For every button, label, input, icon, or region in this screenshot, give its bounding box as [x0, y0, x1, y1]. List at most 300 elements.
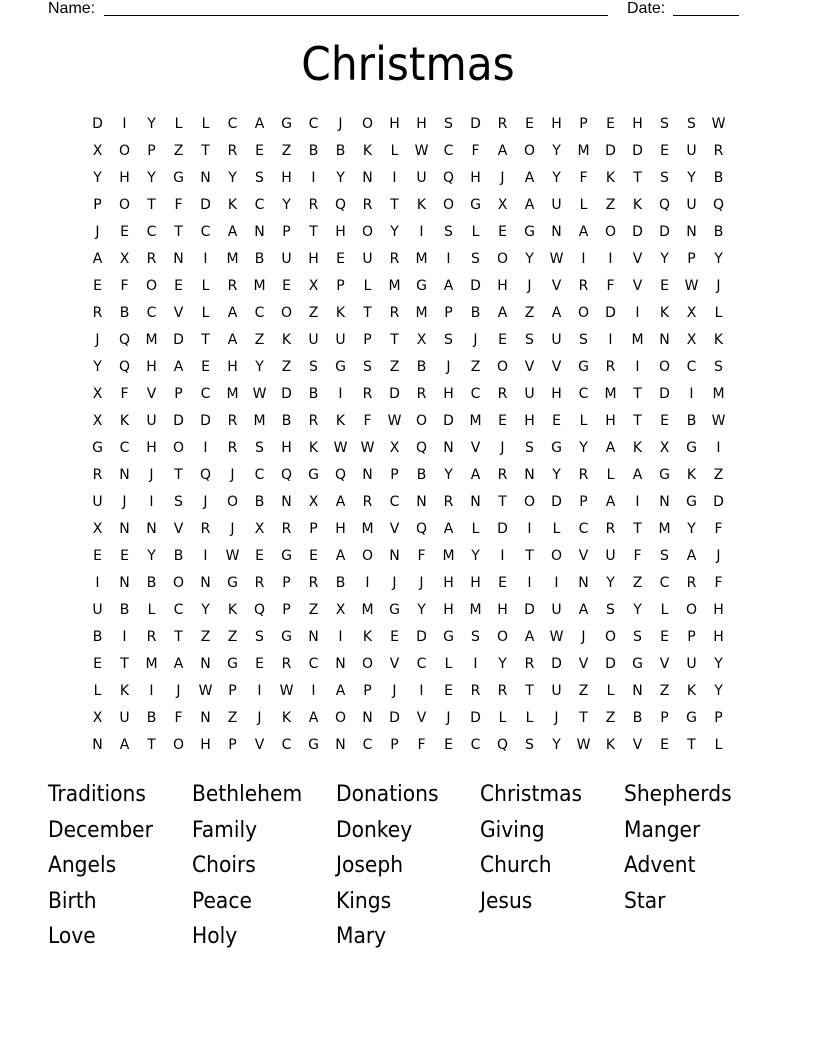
grid-letter[interactable]: A [551, 305, 562, 321]
grid-letter[interactable]: L [471, 521, 480, 537]
grid-letter[interactable]: A [227, 332, 238, 348]
grid-letter[interactable]: M [469, 602, 482, 618]
grid-letter[interactable]: C [470, 737, 481, 753]
grid-letter[interactable]: M [388, 278, 401, 294]
grid-letter[interactable]: C [281, 737, 292, 753]
grid-letter[interactable]: V [659, 656, 670, 672]
grid-letter[interactable]: Y [606, 575, 615, 591]
grid-letter[interactable]: O [658, 359, 671, 375]
grid-letter[interactable]: H [632, 116, 643, 132]
grid-letter[interactable]: C [119, 440, 130, 456]
grid-letter[interactable]: N [443, 440, 454, 456]
grid-letter[interactable]: I [635, 494, 640, 510]
grid-letter[interactable]: D [92, 116, 103, 132]
grid-letter[interactable]: X [389, 440, 400, 456]
grid-letter[interactable]: R [497, 116, 508, 132]
grid-letter[interactable]: K [335, 413, 346, 429]
grid-letter[interactable]: U [551, 683, 562, 699]
grid-letter[interactable]: R [686, 575, 697, 591]
grid-letter[interactable]: Y [714, 683, 723, 699]
grid-letter[interactable]: D [173, 332, 184, 348]
grid-letter[interactable]: K [281, 710, 292, 726]
grid-letter[interactable]: J [500, 440, 505, 456]
grid-letter[interactable]: B [470, 305, 481, 321]
grid-letter[interactable]: A [632, 467, 643, 483]
grid-letter[interactable]: D [524, 602, 535, 618]
grid-letter[interactable]: Y [228, 170, 237, 186]
grid-letter[interactable]: V [470, 440, 481, 456]
grid-letter[interactable]: A [578, 224, 589, 240]
grid-letter[interactable]: W [414, 143, 429, 159]
grid-letter[interactable]: C [173, 602, 184, 618]
grid-letter[interactable]: B [254, 494, 265, 510]
grid-letter[interactable]: C [200, 224, 211, 240]
grid-letter[interactable]: G [632, 656, 643, 672]
grid-letter[interactable]: M [145, 332, 158, 348]
grid-letter[interactable]: M [226, 386, 239, 402]
grid-letter[interactable]: F [579, 170, 588, 186]
grid-letter[interactable]: F [606, 278, 615, 294]
grid-letter[interactable]: N [92, 737, 103, 753]
grid-letter[interactable]: M [253, 413, 266, 429]
grid-letter[interactable]: T [174, 224, 183, 240]
grid-letter[interactable]: R [227, 413, 238, 429]
grid-letter[interactable]: T [363, 305, 372, 321]
grid-letter[interactable]: O [496, 359, 509, 375]
grid-letter[interactable]: K [416, 197, 427, 213]
grid-letter[interactable]: N [416, 494, 427, 510]
grid-letter[interactable]: H [200, 737, 211, 753]
grid-letter[interactable]: T [390, 197, 399, 213]
grid-letter[interactable]: R [497, 683, 508, 699]
grid-letter[interactable]: Q [280, 467, 293, 483]
grid-letter[interactable]: E [552, 413, 561, 429]
grid-letter[interactable]: I [311, 683, 316, 699]
grid-letter[interactable]: E [660, 629, 669, 645]
grid-letter[interactable]: B [119, 602, 130, 618]
grid-letter[interactable]: V [551, 359, 562, 375]
grid-letter[interactable]: N [200, 656, 211, 672]
grid-letter[interactable]: P [228, 737, 237, 753]
grid-letter[interactable]: T [147, 737, 156, 753]
grid-letter[interactable]: V [578, 656, 589, 672]
grid-letter[interactable]: I [608, 332, 613, 348]
grid-letter[interactable]: K [632, 197, 643, 213]
grid-letter[interactable]: Y [93, 359, 102, 375]
grid-letter[interactable]: Y [552, 170, 561, 186]
grid-letter[interactable]: X [497, 197, 508, 213]
grid-letter[interactable]: H [308, 251, 319, 267]
grid-letter[interactable]: G [308, 737, 319, 753]
grid-letter[interactable]: T [174, 629, 183, 645]
grid-letter[interactable]: G [524, 224, 535, 240]
grid-letter[interactable]: I [203, 440, 208, 456]
grid-letter[interactable]: V [632, 251, 643, 267]
grid-letter[interactable]: Z [524, 305, 535, 321]
grid-letter[interactable]: Y [444, 467, 453, 483]
grid-letter[interactable]: H [551, 116, 562, 132]
grid-letter[interactable]: W [711, 413, 726, 429]
grid-letter[interactable]: B [146, 575, 157, 591]
grid-letter[interactable]: A [173, 656, 184, 672]
grid-letter[interactable]: F [417, 548, 426, 564]
grid-letter[interactable]: Y [282, 197, 291, 213]
grid-letter[interactable]: I [338, 386, 343, 402]
grid-letter[interactable]: N [146, 521, 157, 537]
grid-letter[interactable]: P [579, 116, 588, 132]
grid-letter[interactable]: B [686, 413, 697, 429]
grid-letter[interactable]: G [659, 467, 670, 483]
grid-letter[interactable]: V [551, 278, 562, 294]
grid-letter[interactable]: Y [687, 170, 696, 186]
grid-letter[interactable]: N [632, 683, 643, 699]
grid-letter[interactable]: K [227, 602, 238, 618]
grid-letter[interactable]: S [660, 116, 669, 132]
grid-letter[interactable]: S [444, 224, 453, 240]
grid-letter[interactable]: I [419, 224, 424, 240]
grid-letter[interactable]: I [554, 575, 559, 591]
grid-letter[interactable]: E [255, 656, 264, 672]
grid-letter[interactable]: H [551, 386, 562, 402]
grid-letter[interactable]: D [605, 305, 616, 321]
grid-letter[interactable]: M [226, 251, 239, 267]
grid-letter[interactable]: O [550, 548, 563, 564]
grid-letter[interactable]: C [578, 521, 589, 537]
grid-letter[interactable]: V [632, 737, 643, 753]
grid-letter[interactable]: R [308, 197, 319, 213]
grid-letter[interactable]: Y [255, 359, 264, 375]
grid-letter[interactable]: I [257, 683, 262, 699]
grid-letter[interactable]: N [335, 737, 346, 753]
grid-letter[interactable]: A [524, 629, 535, 645]
grid-letter[interactable]: O [361, 116, 374, 132]
grid-letter[interactable]: N [335, 656, 346, 672]
grid-letter[interactable]: O [415, 413, 428, 429]
grid-letter[interactable]: E [93, 548, 102, 564]
grid-letter[interactable]: A [335, 548, 346, 564]
grid-letter[interactable]: E [660, 278, 669, 294]
grid-letter[interactable]: B [416, 359, 427, 375]
grid-letter[interactable]: D [713, 494, 724, 510]
date-field-line[interactable] [673, 15, 739, 16]
grid-letter[interactable]: P [660, 710, 669, 726]
grid-letter[interactable]: K [632, 440, 643, 456]
grid-letter[interactable]: E [660, 143, 669, 159]
grid-letter[interactable]: D [551, 656, 562, 672]
grid-letter[interactable]: Z [227, 710, 238, 726]
grid-letter[interactable]: Y [147, 116, 156, 132]
grid-letter[interactable]: O [577, 305, 590, 321]
grid-letter[interactable]: J [230, 521, 235, 537]
grid-letter[interactable]: C [470, 386, 481, 402]
grid-letter[interactable]: C [254, 305, 265, 321]
grid-letter[interactable]: F [174, 710, 183, 726]
grid-letter[interactable]: H [416, 116, 427, 132]
grid-letter[interactable]: J [554, 710, 559, 726]
grid-letter[interactable]: C [362, 737, 373, 753]
grid-letter[interactable]: N [362, 467, 373, 483]
grid-letter[interactable]: S [255, 440, 264, 456]
grid-letter[interactable]: Z [254, 332, 265, 348]
grid-letter[interactable]: R [497, 467, 508, 483]
grid-letter[interactable]: B [254, 251, 265, 267]
grid-letter[interactable]: Y [147, 548, 156, 564]
grid-letter[interactable]: E [120, 548, 129, 564]
grid-letter[interactable]: N [659, 332, 670, 348]
grid-letter[interactable]: F [363, 413, 372, 429]
grid-letter[interactable]: A [254, 116, 265, 132]
grid-letter[interactable]: E [120, 224, 129, 240]
grid-letter[interactable]: J [716, 548, 721, 564]
grid-letter[interactable]: T [201, 143, 210, 159]
grid-letter[interactable]: A [686, 548, 697, 564]
grid-letter[interactable]: J [473, 332, 478, 348]
grid-letter[interactable]: C [254, 197, 265, 213]
grid-letter[interactable]: V [632, 278, 643, 294]
grid-letter[interactable]: W [576, 737, 591, 753]
grid-letter[interactable]: K [308, 440, 319, 456]
grid-letter[interactable]: R [227, 278, 238, 294]
grid-letter[interactable]: G [227, 575, 238, 591]
grid-letter[interactable]: I [149, 494, 154, 510]
grid-letter[interactable]: E [606, 116, 615, 132]
grid-letter[interactable]: A [335, 683, 346, 699]
grid-letter[interactable]: E [525, 116, 534, 132]
grid-letter[interactable]: B [119, 305, 130, 321]
grid-letter[interactable]: A [92, 251, 103, 267]
grid-letter[interactable]: P [228, 683, 237, 699]
grid-letter[interactable]: J [419, 575, 424, 591]
grid-letter[interactable]: Y [201, 602, 210, 618]
grid-letter[interactable]: A [605, 440, 616, 456]
grid-letter[interactable]: Y [552, 143, 561, 159]
grid-letter[interactable]: J [500, 170, 505, 186]
grid-letter[interactable]: P [93, 197, 102, 213]
grid-letter[interactable]: Z [200, 629, 211, 645]
grid-letter[interactable]: Q [415, 440, 428, 456]
grid-letter[interactable]: C [227, 116, 238, 132]
grid-letter[interactable]: R [200, 521, 211, 537]
grid-letter[interactable]: W [387, 413, 402, 429]
grid-letter[interactable]: I [716, 440, 721, 456]
grid-letter[interactable]: B [713, 224, 724, 240]
grid-letter[interactable]: R [443, 494, 454, 510]
name-field-line[interactable] [104, 15, 608, 16]
grid-letter[interactable]: Q [442, 170, 455, 186]
grid-letter[interactable]: L [147, 602, 156, 618]
grid-letter[interactable]: X [686, 332, 697, 348]
grid-letter[interactable]: L [714, 737, 723, 753]
grid-letter[interactable]: T [633, 170, 642, 186]
grid-letter[interactable]: B [632, 710, 643, 726]
grid-letter[interactable]: L [606, 683, 615, 699]
grid-letter[interactable]: I [392, 170, 397, 186]
grid-letter[interactable]: D [659, 224, 670, 240]
grid-letter[interactable]: N [659, 494, 670, 510]
grid-letter[interactable]: W [549, 629, 564, 645]
grid-letter[interactable]: I [203, 251, 208, 267]
grid-letter[interactable]: P [147, 143, 156, 159]
grid-letter[interactable]: U [92, 494, 103, 510]
grid-letter[interactable]: Z [281, 143, 292, 159]
grid-letter[interactable]: J [95, 332, 100, 348]
grid-letter[interactable]: E [498, 413, 507, 429]
grid-letter[interactable]: O [361, 548, 374, 564]
grid-letter[interactable]: L [201, 305, 210, 321]
grid-letter[interactable]: B [281, 413, 292, 429]
grid-letter[interactable]: N [173, 251, 184, 267]
grid-letter[interactable]: O [604, 629, 617, 645]
grid-letter[interactable]: V [173, 521, 184, 537]
grid-letter[interactable]: V [173, 305, 184, 321]
grid-letter[interactable]: P [444, 305, 453, 321]
grid-letter[interactable]: T [147, 197, 156, 213]
grid-letter[interactable]: G [281, 116, 292, 132]
grid-letter[interactable]: K [605, 170, 616, 186]
grid-letter[interactable]: P [390, 737, 399, 753]
grid-letter[interactable]: Y [417, 602, 426, 618]
grid-letter[interactable]: D [173, 413, 184, 429]
grid-letter[interactable]: Y [552, 737, 561, 753]
grid-letter[interactable]: C [443, 143, 454, 159]
grid-letter[interactable]: L [714, 305, 723, 321]
grid-letter[interactable]: P [336, 278, 345, 294]
grid-letter[interactable]: U [92, 602, 103, 618]
grid-letter[interactable]: A [227, 305, 238, 321]
grid-letter[interactable]: Q [712, 197, 725, 213]
grid-letter[interactable]: Z [173, 143, 184, 159]
grid-letter[interactable]: Z [659, 683, 670, 699]
grid-letter[interactable]: H [497, 602, 508, 618]
grid-letter[interactable]: O [361, 656, 374, 672]
grid-letter[interactable]: L [93, 683, 102, 699]
grid-letter[interactable]: E [93, 656, 102, 672]
grid-letter[interactable]: Z [470, 359, 481, 375]
grid-letter[interactable]: V [389, 521, 400, 537]
grid-letter[interactable]: B [308, 386, 319, 402]
grid-letter[interactable]: X [254, 521, 265, 537]
grid-letter[interactable]: P [174, 386, 183, 402]
grid-letter[interactable]: N [362, 710, 373, 726]
grid-letter[interactable]: Q [496, 737, 509, 753]
grid-letter[interactable]: J [149, 467, 154, 483]
grid-letter[interactable]: X [92, 143, 103, 159]
grid-letter[interactable]: Z [227, 629, 238, 645]
grid-letter[interactable]: D [443, 413, 454, 429]
grid-letter[interactable]: A [497, 305, 508, 321]
grid-letter[interactable]: H [470, 170, 481, 186]
grid-letter[interactable]: L [498, 710, 507, 726]
grid-letter[interactable]: T [120, 656, 129, 672]
grid-letter[interactable]: I [203, 548, 208, 564]
grid-letter[interactable]: R [389, 305, 400, 321]
grid-letter[interactable]: B [335, 143, 346, 159]
grid-letter[interactable]: R [254, 575, 265, 591]
grid-letter[interactable]: M [361, 602, 374, 618]
grid-letter[interactable]: T [633, 521, 642, 537]
grid-letter[interactable]: C [389, 494, 400, 510]
grid-letter[interactable]: H [119, 170, 130, 186]
grid-letter[interactable]: K [686, 683, 697, 699]
grid-letter[interactable]: C [686, 359, 697, 375]
grid-letter[interactable]: T [309, 224, 318, 240]
grid-letter[interactable]: E [390, 629, 399, 645]
grid-letter[interactable]: U [686, 197, 697, 213]
grid-letter[interactable]: B [146, 710, 157, 726]
grid-letter[interactable]: Z [605, 710, 616, 726]
grid-letter[interactable]: H [443, 386, 454, 402]
grid-letter[interactable]: G [686, 494, 697, 510]
grid-letter[interactable]: I [473, 656, 478, 672]
grid-letter[interactable]: D [632, 224, 643, 240]
grid-letter[interactable]: G [470, 197, 481, 213]
grid-letter[interactable]: S [579, 332, 588, 348]
grid-letter[interactable]: I [311, 170, 316, 186]
grid-letter[interactable]: A [443, 278, 454, 294]
grid-letter[interactable]: H [146, 359, 157, 375]
grid-letter[interactable]: D [551, 494, 562, 510]
grid-letter[interactable]: U [686, 656, 697, 672]
grid-letter[interactable]: G [416, 278, 427, 294]
grid-letter[interactable]: R [92, 305, 103, 321]
grid-letter[interactable]: U [605, 548, 616, 564]
grid-letter[interactable]: J [527, 278, 532, 294]
grid-letter[interactable]: F [120, 386, 129, 402]
grid-letter[interactable]: U [119, 710, 130, 726]
grid-letter[interactable]: Q [118, 359, 131, 375]
grid-letter[interactable]: Z [605, 197, 616, 213]
grid-letter[interactable]: G [173, 170, 184, 186]
grid-letter[interactable]: R [92, 467, 103, 483]
grid-letter[interactable]: D [470, 116, 481, 132]
grid-letter[interactable]: G [335, 359, 346, 375]
grid-letter[interactable]: S [174, 494, 183, 510]
grid-letter[interactable]: H [713, 602, 724, 618]
grid-letter[interactable]: G [227, 656, 238, 672]
grid-letter[interactable]: O [685, 602, 698, 618]
grid-letter[interactable]: V [416, 710, 427, 726]
grid-letter[interactable]: R [362, 494, 373, 510]
grid-letter[interactable]: E [174, 278, 183, 294]
grid-letter[interactable]: R [713, 143, 724, 159]
grid-letter[interactable]: R [227, 440, 238, 456]
grid-letter[interactable]: D [416, 629, 427, 645]
grid-letter[interactable]: R [470, 683, 481, 699]
grid-letter[interactable]: S [444, 332, 453, 348]
grid-letter[interactable]: G [308, 467, 319, 483]
grid-letter[interactable]: N [254, 224, 265, 240]
grid-letter[interactable]: O [496, 251, 509, 267]
grid-letter[interactable]: D [200, 197, 211, 213]
grid-letter[interactable]: L [444, 656, 453, 672]
grid-letter[interactable]: H [281, 440, 292, 456]
grid-letter[interactable]: G [443, 629, 454, 645]
grid-letter[interactable]: T [687, 737, 696, 753]
grid-letter[interactable]: A [497, 143, 508, 159]
grid-letter[interactable]: O [442, 197, 455, 213]
grid-letter[interactable]: C [254, 467, 265, 483]
grid-letter[interactable]: E [93, 278, 102, 294]
grid-letter[interactable]: I [122, 116, 127, 132]
grid-letter[interactable]: J [95, 224, 100, 240]
grid-letter[interactable]: U [335, 332, 346, 348]
grid-letter[interactable]: Y [390, 224, 399, 240]
grid-letter[interactable]: Y [660, 251, 669, 267]
grid-letter[interactable]: Q [334, 467, 347, 483]
grid-letter[interactable]: Z [578, 683, 589, 699]
grid-letter[interactable]: S [525, 332, 534, 348]
grid-letter[interactable]: C [146, 305, 157, 321]
